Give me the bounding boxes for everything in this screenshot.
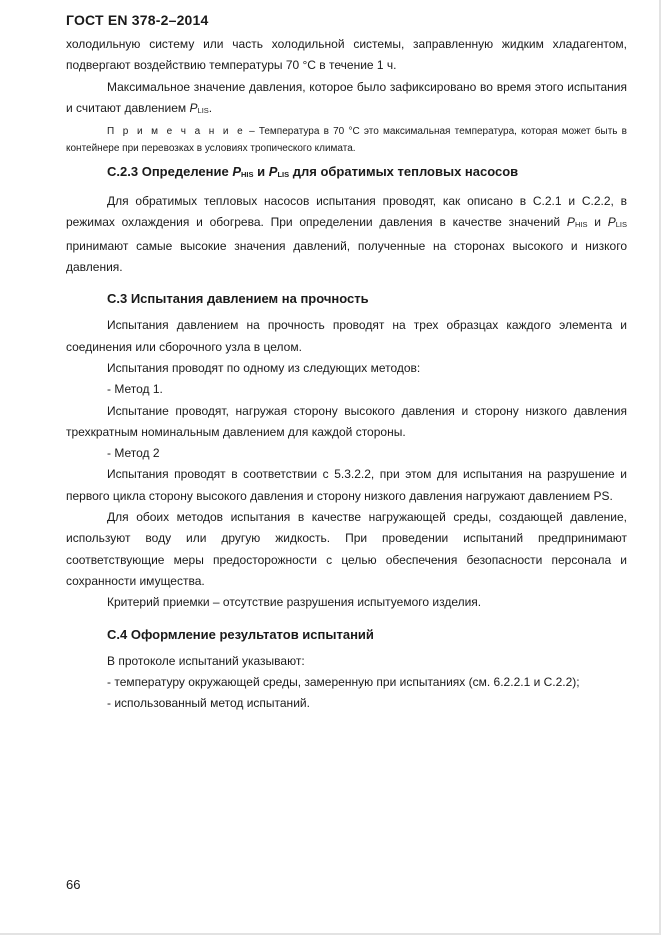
list-item-method-1: - Метод 1.: [107, 382, 163, 397]
symbol-subscript: LIS: [197, 105, 209, 115]
paragraph-acceptance: Критерий приемки – отсутствие разрушения испытуемого изделия.: [107, 595, 482, 610]
section-heading-c3: С.3 Испытания давлением на прочность: [107, 291, 369, 307]
conjunction: и: [594, 215, 601, 230]
symbol-letter: P: [232, 164, 242, 180]
heading-conjunction: и: [257, 164, 266, 180]
heading-text: Определение: [141, 164, 229, 180]
paragraph-reversible-pumps: [66, 191, 627, 278]
document-header: ГОСТ EN 378-2–2014: [66, 12, 209, 28]
symbol-subscript: HIS: [574, 220, 588, 230]
page-number: 66: [66, 877, 81, 892]
paragraph-text: Для обратимых тепловых насосов испытания проводят, как описано в С.2.1 и С.2.2, в режимах охлаждения и обогрева. При определении давления в качестве значений: [66, 194, 627, 230]
symbol-p-his: [567, 215, 588, 229]
symbol-subscript: LIS: [277, 170, 290, 180]
symbol-p-lis: [190, 101, 209, 115]
list-item-method-2: - Метод 2: [107, 446, 160, 461]
paragraph-method-1: Испытание проводят, нагружая сторону высокого давления и сторону низкого давления трехкратным номинальным давлением для каждой стороны.: [66, 403, 627, 439]
symbol-p-his: [232, 164, 253, 179]
section-heading-c4: С.4 Оформление результатов испытаний: [107, 626, 374, 642]
section-number: С.2.3: [107, 164, 139, 180]
symbol-subscript: HIS: [241, 170, 254, 180]
paragraph-report-intro: В протоколе испытаний указывают:: [107, 653, 305, 668]
symbol-p-lis: [269, 164, 289, 179]
symbol-letter: P: [268, 164, 278, 180]
paragraph-test-medium: Для обоих методов испытания в качестве нагружающей среды, создающей давление, используют воду или другую жидкость. При проведении испытаний предпринимают соответствующие меры предосторожности с целью обеспечения безопасности персонала и сохранности имущества.: [66, 510, 627, 588]
paragraph-text: принимают самые высокие значения давлений, полученные на сторонах высокого и низкого давления.: [66, 238, 627, 275]
symbol-letter: P: [607, 215, 616, 230]
punctuation: .: [208, 100, 213, 115]
paragraph-methods-intro: Испытания проводят по одному из следующих методов:: [107, 360, 421, 375]
heading-text: для обратимых тепловых насосов: [292, 164, 519, 180]
paragraph-continuation: холодильную систему или часть холодильной системы, заправленную жидким хладагентом, подвергают воздействию температуры 70 °С в течение 1 ч.: [66, 37, 627, 73]
paragraph-max-pressure: [66, 77, 627, 122]
paragraph-method-2: Испытания проводят в соответствии с 5.3.2.2, при этом для испытания на разрушение и первого цикла сторону высокого давления и сторону низкого давления нагружают давлением PS.: [66, 467, 627, 503]
list-item-temperature: - температуру окружающей среды, замеренную при испытаниях (см. 6.2.2.1 и С.2.2);: [107, 674, 580, 689]
note: [66, 123, 627, 157]
document-body: [66, 34, 627, 714]
note-text: – Температура в 70 °С это максимальная температура, которая может быть в контейнере при перевозках в условиях тропического климата.: [66, 126, 627, 155]
paragraph-strength-tests: Испытания давлением на прочность проводят на трех образцах каждого элемента и соединения или сборочного узла в целом.: [66, 318, 627, 354]
note-label: П р и м е ч а н и е: [107, 126, 245, 138]
symbol-subscript: LIS: [615, 220, 627, 230]
symbol-letter: P: [566, 215, 575, 230]
list-item-method-used: - использованный метод испытаний.: [107, 696, 310, 711]
symbol-letter: P: [189, 100, 198, 115]
symbol-p-lis: [608, 215, 627, 229]
paragraph-text: Максимальное значение давления, которое было зафиксировано во время этого испытания и считают давлением: [66, 79, 627, 115]
section-heading-c23: [66, 161, 627, 185]
